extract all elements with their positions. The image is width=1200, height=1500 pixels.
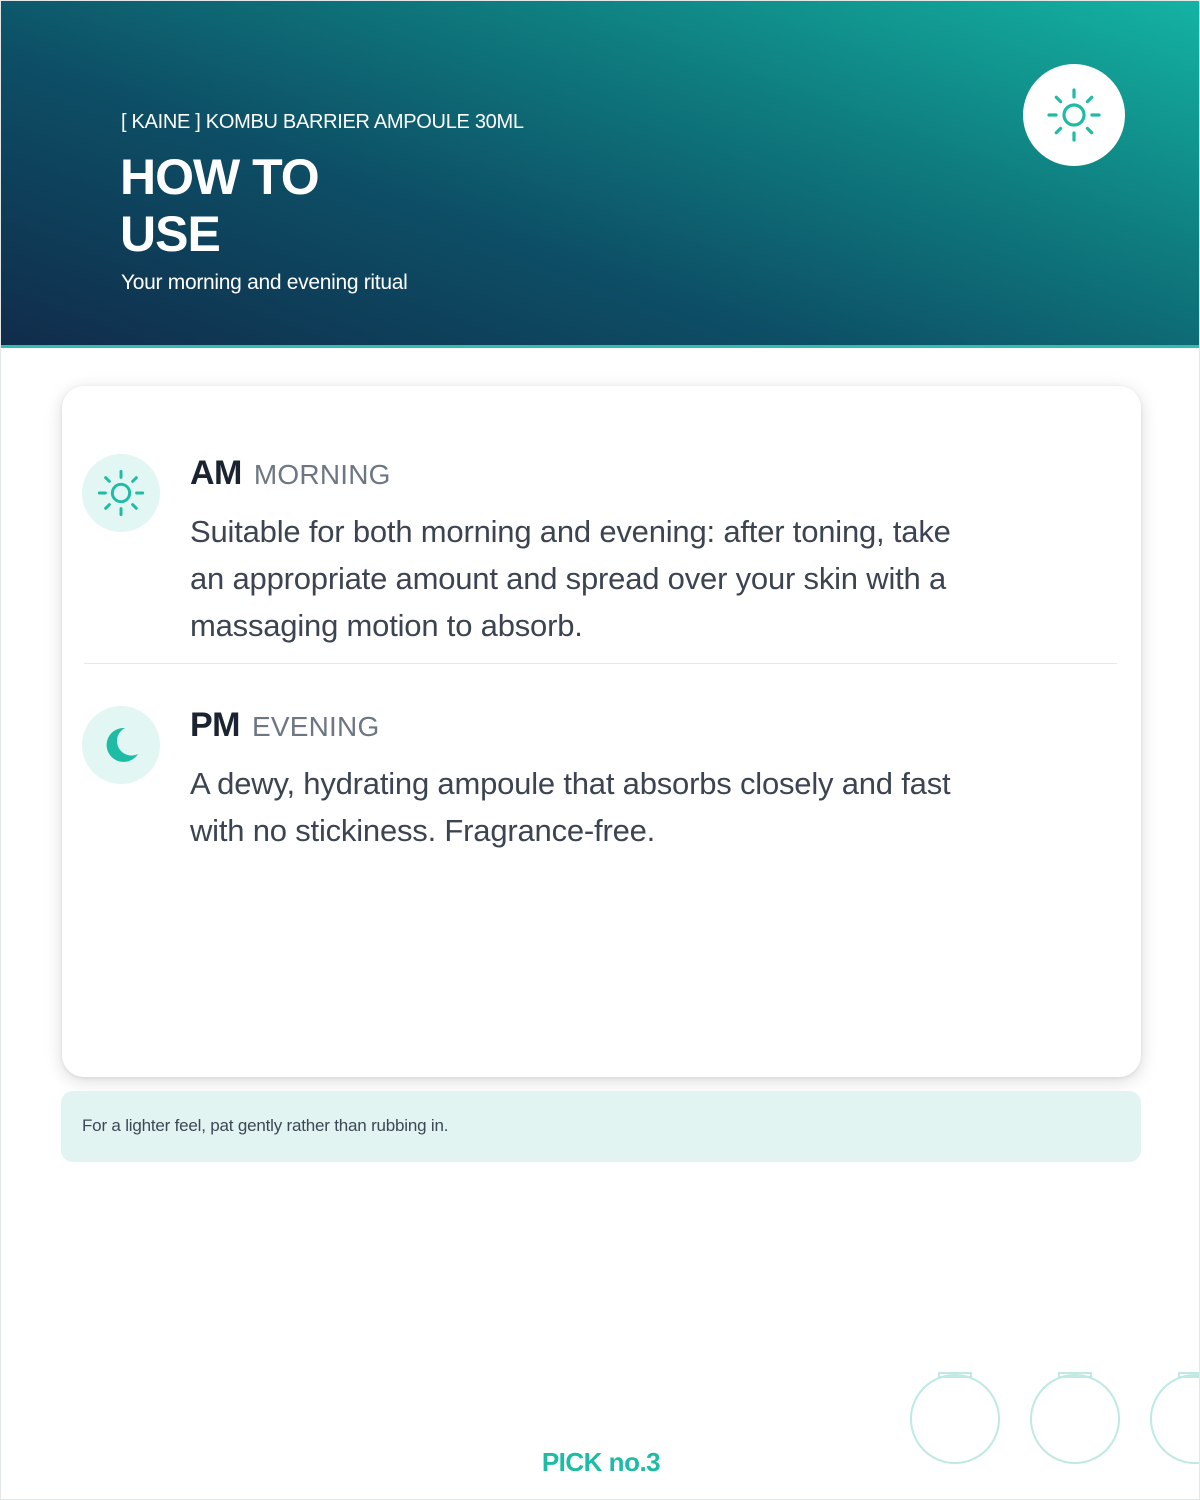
pm-description-line: A dewy, hydrating ampoule that absorbs closely and fast — [190, 766, 951, 801]
sun-icon — [95, 467, 147, 519]
am-description-line: Suitable for both morning and evening: after toning, take — [190, 514, 951, 549]
moon-icon — [97, 721, 145, 769]
am-code: AM — [190, 454, 242, 492]
title-line-1: HOW TO — [120, 149, 319, 205]
header-badge — [1023, 64, 1125, 166]
am-description — [190, 508, 951, 649]
am-label: MORNING — [253, 459, 391, 490]
page-subtitle: Your morning and evening ritual — [121, 271, 408, 294]
page-title — [120, 149, 319, 263]
tip-text: For a lighter feel, pat gently rather than rubbing in. — [82, 1116, 449, 1135]
footer-pick-label: PICK no.3 — [541, 1447, 661, 1477]
tip-box — [61, 1091, 1141, 1162]
sun-icon — [1044, 85, 1104, 145]
pm-code: PM — [190, 706, 240, 744]
am-heading — [190, 454, 391, 493]
am-description-line: an appropriate amount and spread over your skin with a — [190, 561, 947, 596]
pm-label: EVENING — [252, 711, 380, 742]
pm-description — [190, 760, 950, 854]
usage-card — [62, 386, 1141, 1077]
title-line-2: USE — [120, 206, 220, 262]
row-divider — [84, 663, 1117, 664]
pm-heading — [190, 706, 379, 745]
pm-icon-circle — [82, 706, 160, 784]
am-icon-circle — [82, 454, 160, 532]
pm-description-line: with no stickiness. Fragrance-free. — [190, 813, 656, 848]
header-accent-line — [1, 345, 1200, 348]
am-description-line: massaging motion to absorb. — [190, 608, 583, 643]
product-name: [ KAINE ] KOMBU BARRIER AMPOULE 30ML — [121, 111, 524, 133]
